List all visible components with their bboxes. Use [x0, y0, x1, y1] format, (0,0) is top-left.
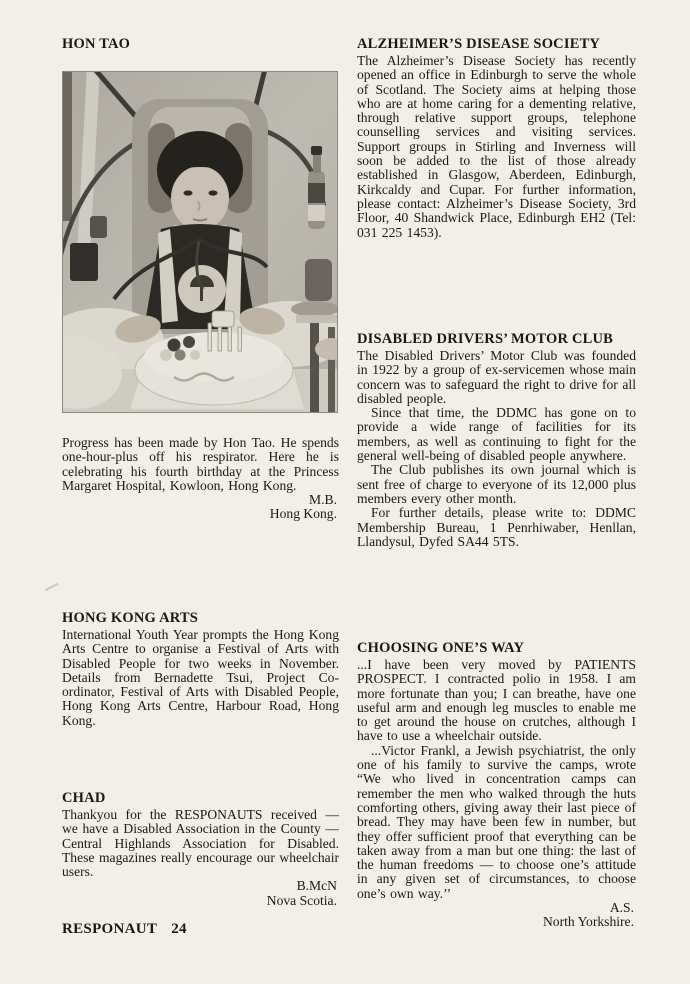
chad-signature-initials: B.McN: [296, 878, 337, 894]
choosing-signature-location: North Yorkshire.: [542, 914, 634, 930]
hon-tao-photo: [62, 71, 338, 413]
photo-grain: [62, 71, 338, 413]
magazine-title: RESPONAUT: [62, 921, 158, 937]
section-alzheimers: [357, 37, 636, 240]
page-number: 24: [171, 921, 187, 937]
ddmc-paragraph-1: The Disabled Drivers’ Motor Club was founded in 1922 by a group of ex-servicemen whose main concern was to safeguard the right to drive for all disabled people.: [357, 348, 636, 406]
ddmc-paragraph-4: For further details, please write to: DDMC Membership Bureau, 1 Penrhiwaber, Henllan, Llandysul, Dyfed SA44 5TS.: [357, 505, 636, 549]
page-footer: [62, 921, 187, 938]
choosing-heading: CHOOSING ONE’S WAY: [357, 640, 525, 656]
chad-heading: CHAD: [62, 790, 106, 806]
section-ddmc: [357, 332, 636, 549]
hon-tao-heading: HON TAO: [62, 36, 131, 52]
section-choosing-ones-way: [357, 641, 636, 930]
alzheimers-body: The Alzheimer’s Disease Society has recently opened an office in Edinburgh to serve the whole of Scotland. The Society aims at helping those who are at home caring for a dementing relative, through relative support groups, telephone counselling services and visiting services. Support groups in Stirling and Inverness will soon be added to the list of those already established in Glasgow, Aberdeen, Edinburgh, Kirkcaldy and Cupar. For further information, please contact: Alzheimer’s Disease Society, 3rd Floor, 40 Shandwick Place, Edinburgh EH2 (Tel: 031 225 1453).: [357, 53, 636, 240]
hon-tao-signature-initials: M.B.: [309, 492, 337, 508]
scan-artifact-mark: [44, 583, 58, 592]
chad-signature-location: Nova Scotia.: [266, 892, 337, 908]
hong-kong-arts-heading: HONG KONG ARTS: [62, 610, 199, 626]
ddmc-paragraph-3: The Club publishes its own journal which is sent free of charge to everyone of its 12,000 plus members every other month.: [357, 462, 636, 506]
chad-body: Thankyou for the RESPONAUTS received — we have a Disabled Association in the County — Central Highlands Association for Disabled. These magazines really encourage our wheelchair users.: [62, 807, 339, 880]
section-hong-kong-arts: [62, 611, 339, 728]
section-hon-tao-caption: [62, 436, 339, 522]
ddmc-heading: DISABLED DRIVERS’ MOTOR CLUB: [357, 331, 614, 347]
section-hon-tao: [62, 37, 339, 54]
choosing-signature-initials: A.S.: [609, 900, 634, 916]
hon-tao-caption: Progress has been made by Hon Tao. He spends one-hour-plus off his respirator. Here he is celebrating his fourth birthday at the Princess Margaret Hospital, Kowloon, Hong Kong.: [62, 435, 339, 493]
hon-tao-photo-illustration: [62, 71, 338, 413]
hong-kong-arts-body: International Youth Year prompts the Hong Kong Arts Centre to organise a Festival of Arts with Disabled People for two weeks in November. Details from Bernadette Tsui, Project Co-ordinator, Festival of Arts with Disabled People, Hong Kong Arts Centre, Harbour Road, Hong Kong.: [62, 627, 339, 728]
choosing-paragraph-2: ...Victor Frankl, a Jewish psychiatrist, the only one of his family to survive the camps, wrote “We who lived in concentration camps can remember the men who walked through the huts comforting others, giving away their last piece of bread. They may have been few in number, but they offer sufficient proof that everything can be taken away from a man but one thing: the last of the human freedoms — to choose one’s attitude in any given set of circumstances, to choose one’s own way.’’: [357, 742, 636, 901]
section-chad: [62, 791, 339, 908]
ddmc-paragraph-2: Since that time, the DDMC has gone on to provide a wide range of facilities for its members, as well as continuing to fight for the general well-being of disabled people anywhere.: [357, 405, 636, 464]
choosing-paragraph-1: ...I have been very moved by PATIENTS PROSPECT. I contracted polio in 1958. I am more fortunate than you; I can breathe, have one useful arm and enough leg muscles to enable me to get around the house on crutches, although I have to use a wheelchair outside.: [357, 657, 636, 744]
hon-tao-signature-location: Hong Kong.: [269, 506, 337, 522]
alzheimers-heading: ALZHEIMER’S DISEASE SOCIETY: [357, 36, 601, 52]
